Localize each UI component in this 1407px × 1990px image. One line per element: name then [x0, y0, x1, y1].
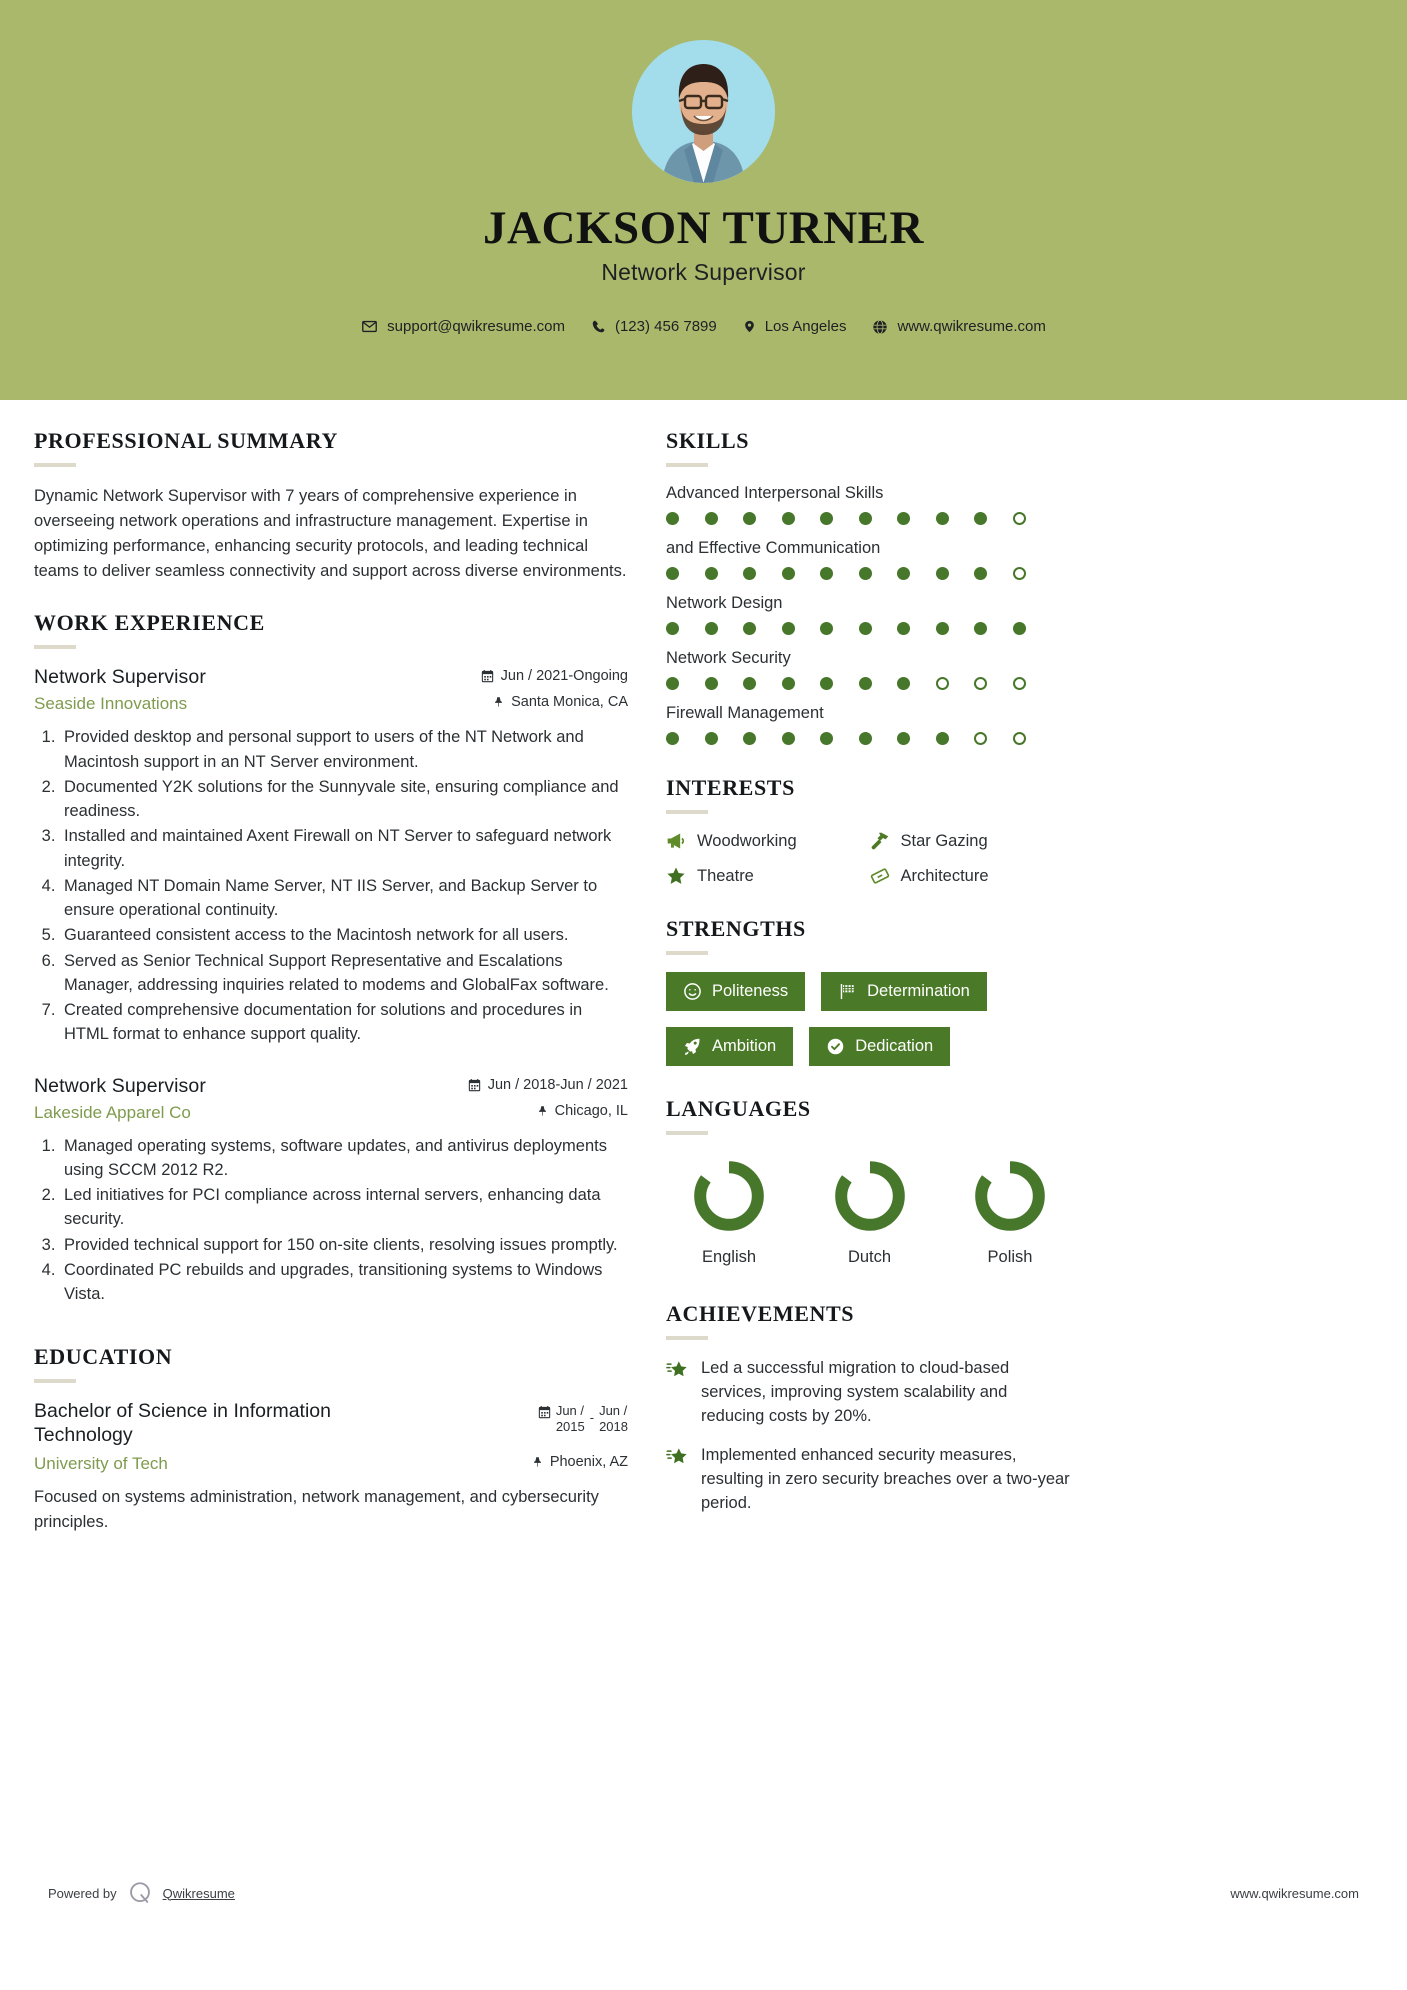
section-strengths	[666, 916, 1073, 1066]
education-description: Focused on systems administration, network management, and cybersecurity principles.	[34, 1487, 599, 1531]
pushpin-icon	[532, 1455, 543, 1469]
skill-dot-filled	[666, 511, 705, 525]
language-item	[674, 1156, 784, 1267]
education-end-date	[599, 1403, 628, 1434]
footer-powered-label: Powered by	[48, 1885, 117, 1901]
skill-dot-filled	[820, 731, 859, 745]
experience-company: Lakeside Apparel Co	[34, 1102, 191, 1122]
section-rule	[34, 1379, 76, 1383]
experience-location-text: Chicago, IL	[554, 1102, 628, 1119]
skill-dot-filled	[666, 731, 705, 745]
skill-dot-filled	[859, 731, 898, 745]
skill-dot-filled	[974, 511, 1013, 525]
skill-rating	[666, 566, 1073, 580]
section-heading: EDUCATION	[34, 1344, 173, 1370]
bullet-item: 1. Provided desktop and personal support to users of the NT Network and Macintosh support in an NT Server environment.	[60, 725, 628, 774]
strength-chip-ambition	[666, 1027, 793, 1066]
bullet-item: 2. Documented Y2K solutions for the Sunnyvale site, ensuring compliance and readiness.	[60, 775, 628, 824]
education-item	[34, 1400, 628, 1534]
section-heading: LANGUAGES	[666, 1096, 811, 1121]
interest-label: Woodworking	[697, 831, 797, 850]
section-work-experience	[34, 610, 628, 1306]
skill-dot-filled	[705, 731, 744, 745]
experience-role: Network Supervisor	[34, 1074, 206, 1097]
skill-item	[666, 649, 1073, 690]
star-icon	[666, 866, 686, 886]
experience-dates-text: Jun / 2018-Jun / 2021	[487, 1076, 628, 1093]
skill-dot-filled	[666, 676, 705, 690]
skill-rating	[666, 731, 1073, 745]
skill-dot-filled	[936, 621, 975, 635]
interest-label: Theatre	[697, 866, 754, 885]
language-item	[955, 1156, 1065, 1267]
strengths-list	[666, 972, 1073, 1066]
skill-dot-filled	[820, 566, 859, 580]
page-title: JACKSON TURNER	[483, 202, 924, 254]
strength-label: Determination	[867, 982, 970, 1000]
skill-dot-filled	[1013, 621, 1052, 635]
interest-item	[870, 866, 1074, 886]
footer-brand-link[interactable]: Qwikresume	[162, 1885, 235, 1901]
qwikresume-logo-icon	[127, 1880, 153, 1906]
skill-dot-filled	[936, 511, 975, 525]
avatar	[632, 40, 775, 183]
experience-dates	[468, 1077, 628, 1093]
experience-role: Network Supervisor	[34, 666, 206, 689]
skill-label: Firewall Management	[666, 704, 824, 722]
skill-dot-filled	[936, 566, 975, 580]
section-interests	[666, 775, 1073, 886]
languages-list	[666, 1152, 1073, 1267]
skill-dot-filled	[974, 621, 1013, 635]
section-heading: ACHIEVEMENTS	[666, 1301, 855, 1326]
strength-chip-dedication	[809, 1027, 950, 1066]
achievement-item	[666, 1357, 1073, 1429]
language-label: English	[701, 1248, 757, 1266]
education-header	[34, 1400, 628, 1448]
experience-item	[34, 1075, 628, 1307]
skill-dot-filled	[897, 621, 936, 635]
skill-dot-filled	[705, 676, 744, 690]
skill-dot-filled	[743, 676, 782, 690]
flag-icon	[838, 982, 857, 1001]
experience-item	[34, 666, 628, 1046]
skill-dot-filled	[897, 566, 936, 580]
skill-dot-filled	[705, 621, 744, 635]
shooting-star-icon	[666, 1359, 688, 1381]
bullet-item: 7. Created comprehensive documentation for solutions and procedures in HTML format to enhance support quality.	[60, 998, 628, 1047]
interest-label: Star Gazing	[900, 831, 988, 850]
experience-dates-text: Jun / 2021-Ongoing	[500, 668, 628, 685]
bullet-item: 4. Coordinated PC rebuilds and upgrades, transitioning systems to Windows Vista.	[60, 1258, 628, 1307]
section-education	[34, 1344, 628, 1534]
skill-dot-empty	[1013, 566, 1052, 580]
strength-chip-politeness	[666, 972, 805, 1011]
language-progress-ring	[689, 1156, 769, 1236]
education-degree: Bachelor of Science in Information Technology	[34, 1400, 331, 1447]
skill-dot-filled	[974, 566, 1013, 580]
skill-dot-filled	[897, 676, 936, 690]
skill-dot-empty	[974, 731, 1013, 745]
skill-item	[666, 484, 1073, 525]
section-skills	[666, 428, 1073, 745]
education-end-month: Jun /	[599, 1403, 628, 1419]
education-start-date	[556, 1403, 585, 1434]
footer-powered-by	[48, 1880, 235, 1906]
achievement-text: Led a successful migration to cloud-based services, improving system scalability and reducing costs by 20%.	[701, 1359, 1010, 1425]
education-start-year: 2015	[555, 1418, 585, 1434]
skill-label: Network Design	[666, 594, 783, 612]
megaphone-icon	[666, 831, 686, 851]
section-languages	[666, 1096, 1073, 1267]
interest-item	[666, 831, 870, 851]
skill-rating	[666, 511, 1073, 525]
globe-icon	[872, 319, 888, 335]
smiley-icon	[683, 982, 702, 1001]
resume-body	[0, 400, 1407, 1560]
section-professional-summary	[34, 428, 628, 584]
hammer-icon	[870, 831, 890, 851]
bullet-item: 5. Guaranteed consistent access to the Macintosh network for all users.	[60, 923, 628, 947]
experience-location-text: Santa Monica, CA	[511, 694, 628, 711]
section-rule	[666, 463, 708, 467]
calendar-icon	[468, 1078, 481, 1092]
skill-rating	[666, 676, 1073, 690]
achievement-text: Implemented enhanced security measures, resulting in zero security breaches over a two-year period.	[701, 1445, 1070, 1512]
skill-rating	[666, 621, 1073, 635]
skill-dot-filled	[705, 566, 744, 580]
experience-location	[537, 1103, 628, 1119]
contact-email[interactable]	[361, 318, 565, 335]
bullet-item: 3. Installed and maintained Axent Firewall on NT Server to safeguard network integrity.	[60, 824, 628, 873]
section-heading: WORK EXPERIENCE	[34, 610, 265, 636]
phone-icon	[591, 319, 606, 334]
strength-chip-determination	[821, 972, 987, 1011]
interests-grid	[666, 831, 1073, 886]
skill-dot-filled	[666, 621, 705, 635]
skill-dot-filled	[859, 676, 898, 690]
strength-label: Politeness	[712, 982, 789, 1000]
skill-dot-filled	[897, 731, 936, 745]
section-heading: PROFESSIONAL SUMMARY	[34, 428, 338, 453]
skill-dot-empty	[1013, 731, 1052, 745]
skill-dot-filled	[820, 621, 859, 635]
strength-label: Ambition	[712, 1037, 777, 1055]
bullet-item: 1. Managed operating systems, software updates, and antivirus deployments using SCCM 2012 R2.	[60, 1134, 628, 1183]
section-rule	[34, 645, 76, 649]
calendar-icon	[481, 669, 494, 683]
calendar-icon	[538, 1405, 551, 1419]
shooting-star-icon	[666, 1446, 688, 1468]
education-school: University of Tech	[34, 1453, 168, 1473]
check-circle-icon	[826, 1037, 845, 1056]
bullet-item: 2. Led initiatives for PCI compliance across internal servers, enhancing data security.	[60, 1183, 628, 1232]
summary-text: Dynamic Network Supervisor with 7 years of comprehensive experience in overseeing network operations and infrastructure management. Expertise in optimizing performance, enhancing security protocols, and leading technical teams to deliver seamless connectivity and support across diverse environments.	[34, 487, 627, 581]
bullet-item: 6. Served as Senior Technical Support Representative and Escalations Manager, addressing inquiries related to modems and GlobalFax software.	[60, 949, 628, 998]
education-end-year: 2018	[599, 1418, 628, 1434]
bullet-item: 3. Provided technical support for 150 on-site clients, resolving issues promptly.	[60, 1233, 628, 1257]
experience-company: Seaside Innovations	[34, 694, 188, 714]
skill-dot-empty	[974, 676, 1013, 690]
skill-dot-filled	[743, 621, 782, 635]
education-date-separator: -	[589, 1410, 595, 1426]
education-subheader	[34, 1454, 628, 1474]
section-achievements	[666, 1301, 1073, 1516]
contact-location[interactable]	[743, 318, 847, 335]
contact-email-text: support@qwikresume.com	[387, 318, 565, 336]
left-column	[34, 428, 628, 1560]
skill-dot-empty	[1013, 676, 1052, 690]
skill-dot-filled	[859, 621, 898, 635]
ticket-icon	[870, 866, 890, 886]
bullet-item: 4. Managed NT Domain Name Server, NT IIS Server, and Backup Server to ensure operational continuity.	[60, 874, 628, 923]
skill-dot-filled	[705, 511, 744, 525]
contact-phone-text: (123) 456 7899	[614, 318, 717, 336]
rocket-icon	[683, 1037, 702, 1056]
skill-item	[666, 594, 1073, 635]
right-column	[666, 428, 1073, 1560]
experience-bullets	[34, 1134, 628, 1307]
education-location	[532, 1454, 628, 1470]
education-start-month: Jun /	[555, 1403, 584, 1419]
job-title: Network Supervisor	[601, 259, 806, 286]
skill-dot-filled	[743, 511, 782, 525]
experience-header	[34, 1075, 628, 1098]
skill-dot-filled	[859, 511, 898, 525]
skill-dot-empty	[936, 676, 975, 690]
achievement-item	[666, 1444, 1073, 1516]
avatar-photo-icon	[632, 40, 775, 183]
pushpin-icon	[537, 1104, 548, 1118]
contact-website[interactable]	[872, 318, 1045, 335]
skill-dot-filled	[859, 566, 898, 580]
contact-website-text: www.qwikresume.com	[897, 318, 1046, 336]
skill-item	[666, 704, 1073, 745]
skill-item	[666, 539, 1073, 580]
skill-dot-filled	[743, 731, 782, 745]
section-rule	[34, 463, 76, 467]
language-label: Dutch	[847, 1248, 892, 1266]
contact-phone[interactable]	[591, 318, 717, 335]
education-location-text: Phoenix, AZ	[549, 1453, 628, 1470]
skill-dot-filled	[782, 621, 821, 635]
experience-location	[493, 694, 628, 710]
strength-label: Dedication	[855, 1037, 934, 1055]
pushpin-icon	[493, 695, 504, 709]
language-item	[815, 1156, 925, 1267]
experience-dates	[481, 668, 628, 684]
language-progress-ring	[830, 1156, 910, 1236]
skill-dot-empty	[1013, 511, 1052, 525]
experience-subheader	[34, 694, 628, 714]
skill-dot-filled	[897, 511, 936, 525]
experience-bullets	[34, 725, 628, 1046]
contact-location-text: Los Angeles	[764, 318, 847, 336]
skill-dot-filled	[666, 566, 705, 580]
section-rule	[666, 1131, 708, 1135]
interest-label: Architecture	[900, 866, 989, 885]
section-heading: INTERESTS	[666, 775, 795, 800]
envelope-icon	[361, 318, 378, 335]
skill-dot-filled	[936, 731, 975, 745]
language-label: Polish	[987, 1248, 1033, 1266]
resume-header	[0, 0, 1407, 400]
skill-dot-filled	[782, 731, 821, 745]
experience-header	[34, 666, 628, 689]
footer	[0, 1880, 1407, 1906]
location-pin-icon	[743, 318, 756, 335]
education-dates	[538, 1400, 628, 1434]
interest-item	[870, 831, 1074, 851]
interest-item	[666, 866, 870, 886]
skill-label: and Effective Communication	[666, 539, 881, 557]
skill-label: Advanced Interpersonal Skills	[666, 484, 884, 502]
skill-dot-filled	[820, 511, 859, 525]
footer-website[interactable]: www.qwikresume.com	[1230, 1885, 1359, 1901]
language-progress-ring	[970, 1156, 1050, 1236]
skill-dot-filled	[782, 676, 821, 690]
skill-label: Network Security	[666, 649, 791, 667]
skill-dot-filled	[782, 511, 821, 525]
skill-dot-filled	[820, 676, 859, 690]
skill-dot-filled	[743, 566, 782, 580]
experience-subheader	[34, 1103, 628, 1123]
skill-dot-filled	[782, 566, 821, 580]
section-heading: SKILLS	[666, 428, 750, 453]
contact-row	[361, 318, 1046, 335]
section-rule	[666, 951, 708, 955]
section-rule	[666, 1336, 708, 1340]
section-rule	[666, 810, 708, 814]
section-heading: STRENGTHS	[666, 916, 806, 941]
